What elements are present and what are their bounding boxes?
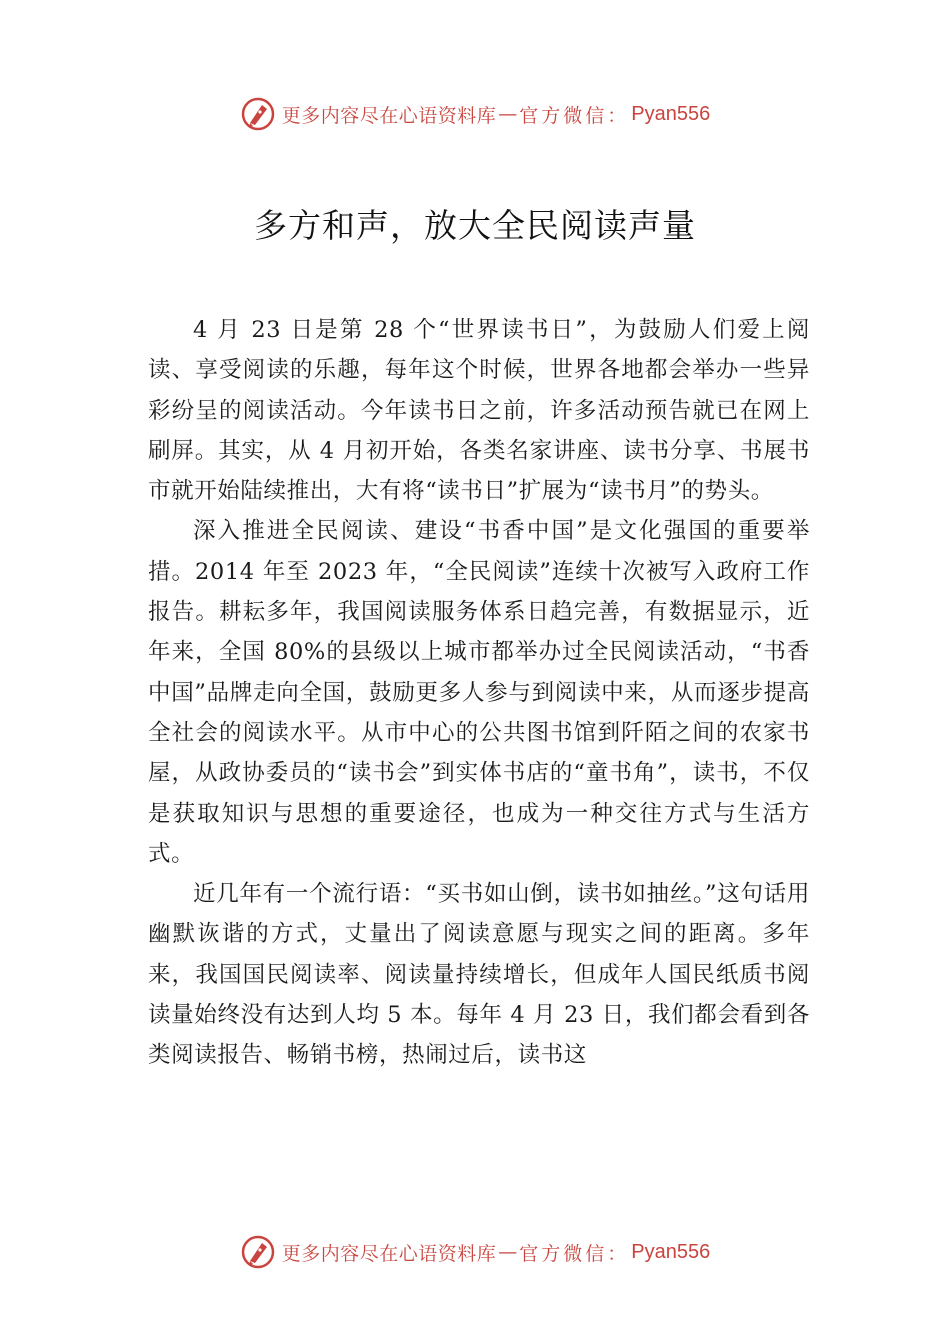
banner-brand-text: 更多内容尽在心语资料库 — [281, 1242, 497, 1265]
article-paragraph: 深入推进全民阅读、建设“书香中国”是文化强国的重要举措。2014 年至 2023 年，“全民阅读”连续十次被写入政府工作报告。耕耘多年，我国阅读服务体系日趋完善，有数据显示，近年来，全国 80%的县级以上城市都举办过全民阅读活动，“书香中国”品牌走向全国，鼓励更多人参与到阅读中来，从而逐步提高全社会的阅读水平。从市中心的公共图书馆到阡陌之间的农家书屋，从政协委员的“读书会”到实体书店的“童书角”，读书，不仅是获取知识与思想的重要途径，也成为一种交往方式与生活方式。 — [148, 518, 810, 867]
footer-banner — [0, 1232, 950, 1272]
banner-wechat-label: 官方微信： — [519, 104, 630, 127]
pen-nib-logo-icon — [240, 1234, 276, 1270]
banner-dash: — — [498, 1241, 518, 1263]
header-banner — [0, 94, 950, 134]
article-paragraph: 近几年有一个流行语：“买书如山倒，读书如抽丝。”这句话用幽默诙谐的方式，丈量出了阅读意愿与现实之间的距离。多年来，我国国民阅读率、阅读量持续增长，但成年人国民纸质书阅读量始终没有达到人均 5 本。每年 4 月 23 日，我们都会看到各类阅读报告、畅销书榜，热闹过后，读书这 — [148, 881, 810, 1069]
banner-wechat-id: Pyan556 — [631, 1240, 711, 1263]
article-title: 多方和声，放大全民阅读声量 — [254, 206, 696, 245]
banner-brand-text: 更多内容尽在心语资料库 — [281, 104, 497, 127]
pen-nib-logo-icon — [240, 96, 276, 132]
article-paragraph: 4 月 23 日是第 28 个“世界读书日”，为鼓励人们爱上阅读、享受阅读的乐趣，每年这个时候，世界各地都会举办一些异彩纷呈的阅读活动。今年读书日之前，许多活动预告就已在网上刷屏。其实，从 4 月初开始，各类名家讲座、读书分享、书展书市就开始陆续推出，大有将“读书日”扩展为“读书月”的势头。 — [148, 317, 810, 505]
article-body — [148, 310, 810, 1076]
banner-wechat-label: 官方微信： — [519, 1242, 630, 1265]
banner-dash: — — [498, 103, 518, 125]
banner-wechat-id: Pyan556 — [631, 102, 711, 125]
